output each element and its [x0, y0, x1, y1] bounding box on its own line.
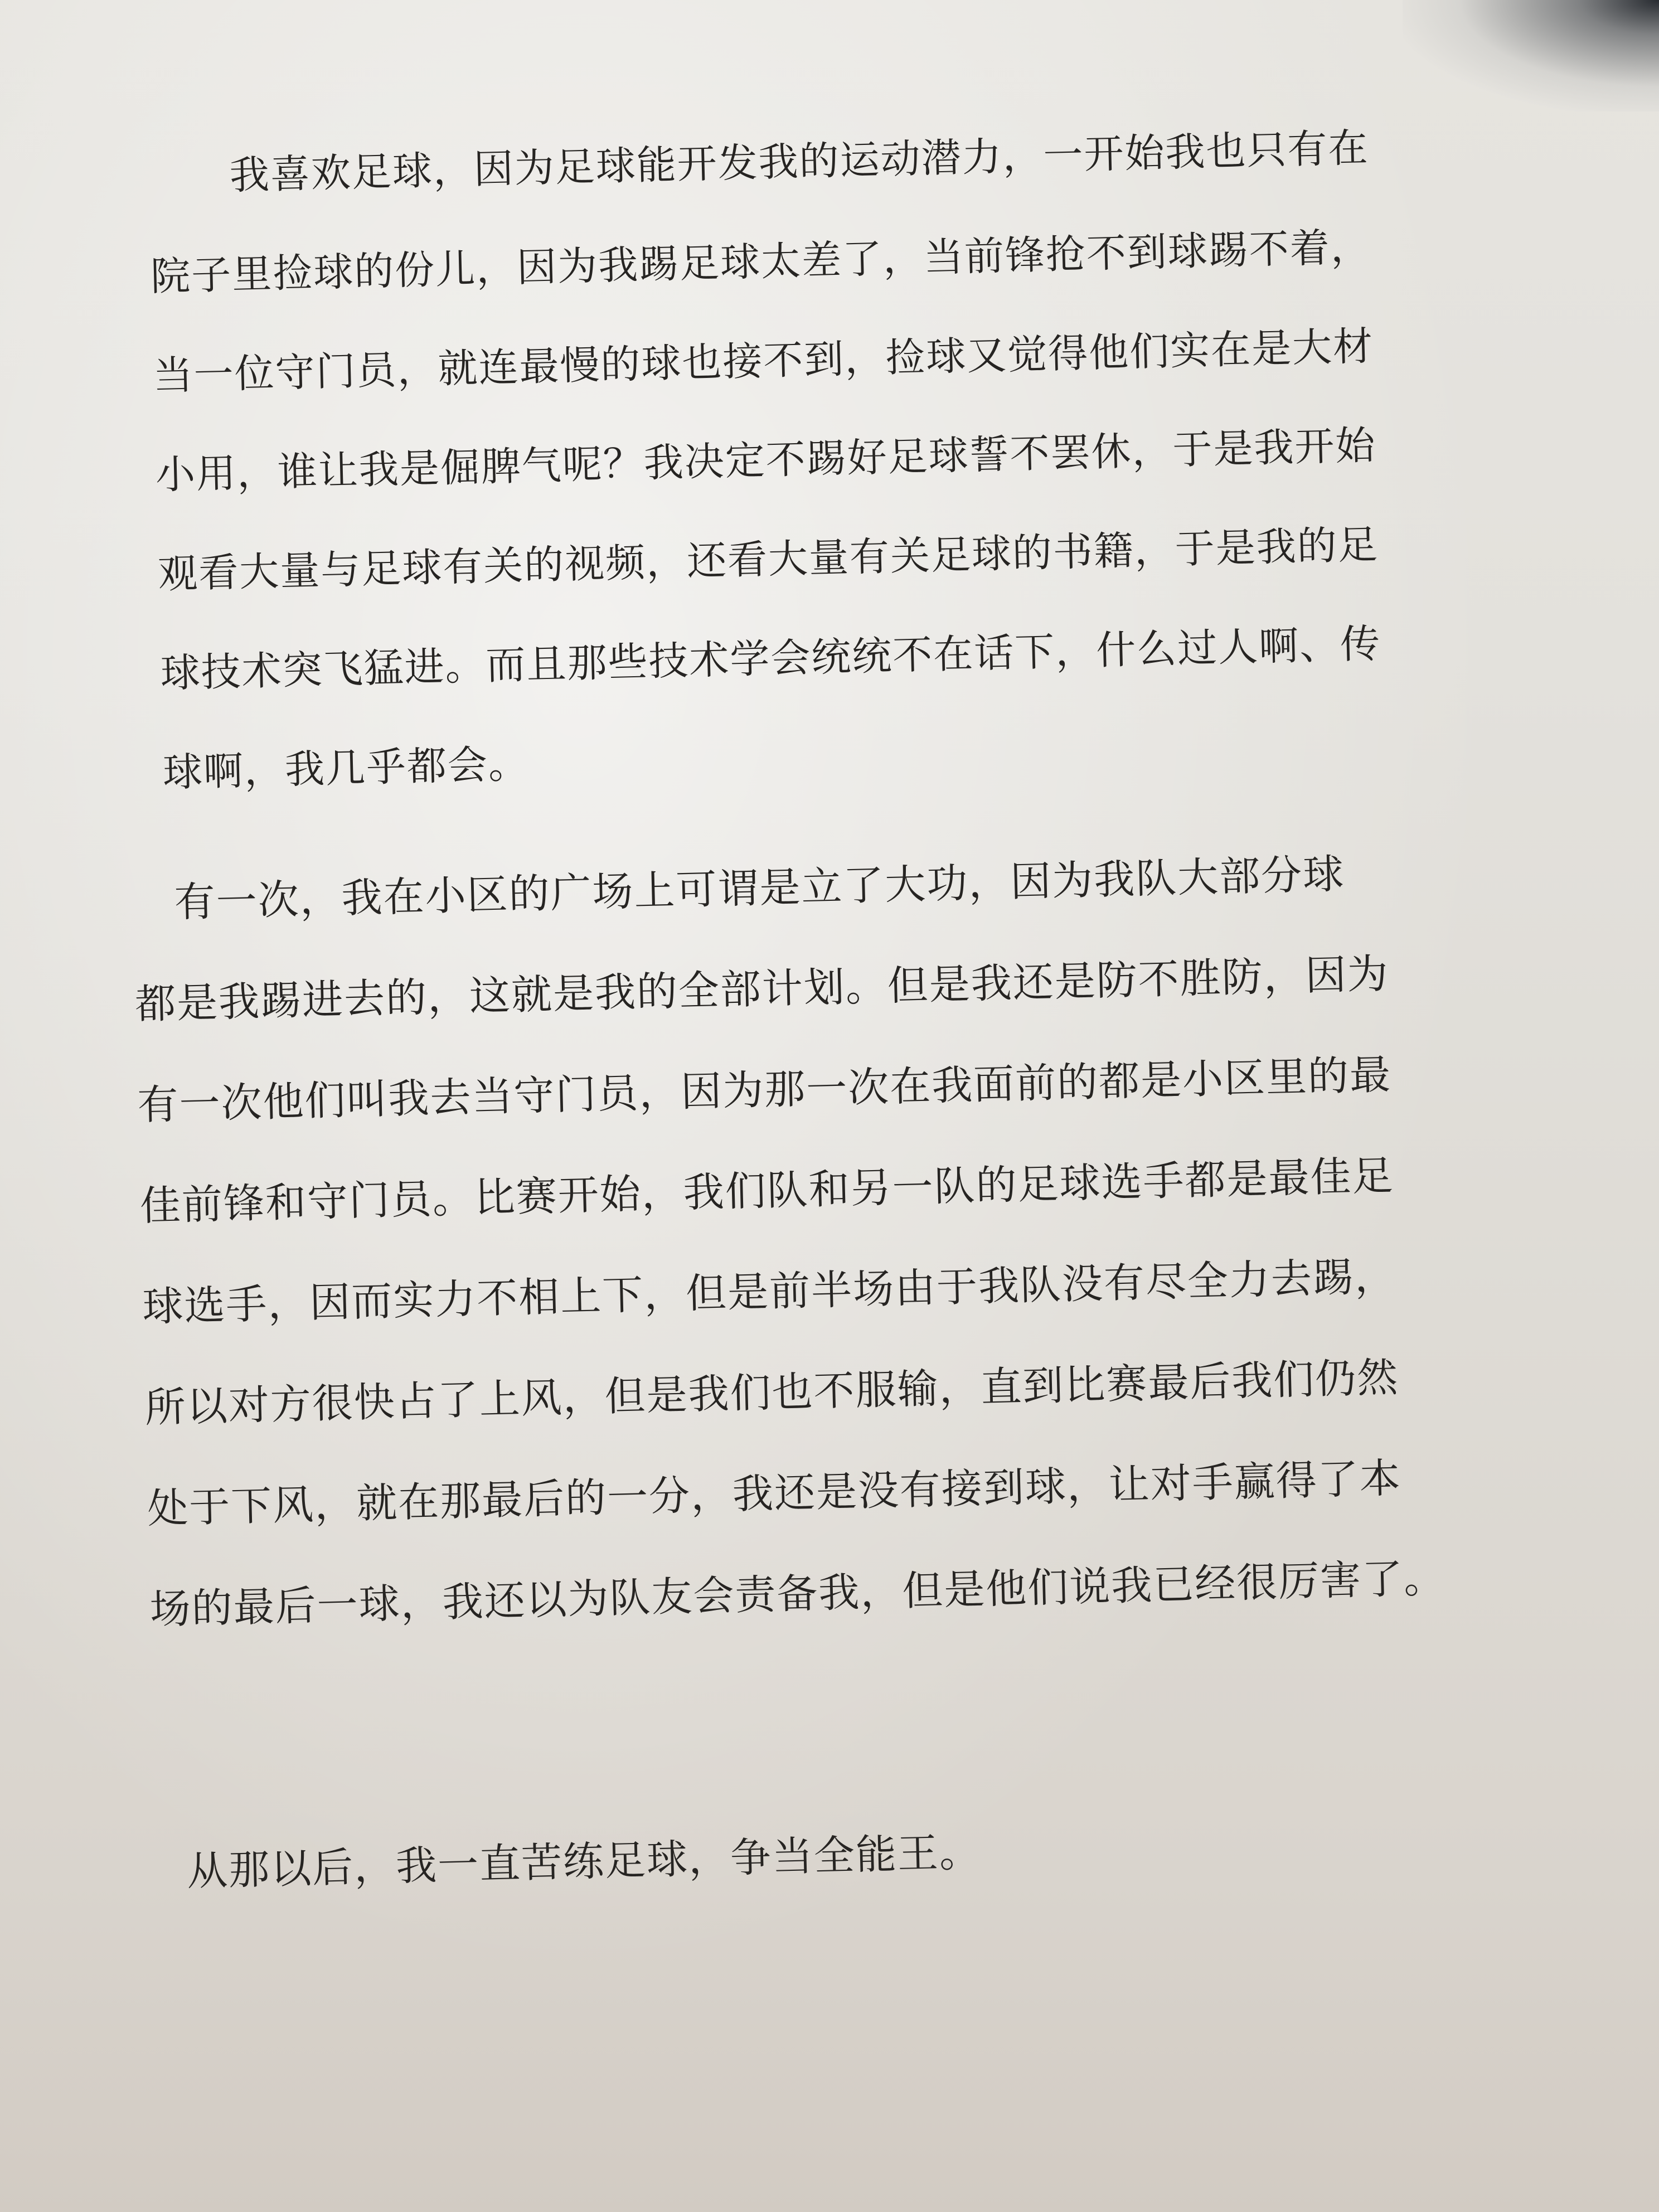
paragraph-line: 当一位守门员，就连最慢的球也接不到，捡球又觉得他们实在是大材 — [152, 323, 1375, 399]
paragraph-line: 球啊，我几乎都会。 — [162, 740, 530, 796]
paragraph-line: 所以对方很快占了上风，但是我们也不服输，直到比赛最后我们仍然 — [144, 1354, 1400, 1432]
paragraph-line: 小用，谁让我是倔脾气呢？我决定不踢好足球誓不罢休，于是我开始 — [155, 422, 1377, 498]
paragraph-line: 从那以后，我一直苦练足球，争当全能王。 — [186, 1828, 982, 1895]
paragraph-line: 有一次他们叫我去当守门员，因为那一次在我面前的都是小区里的最 — [137, 1051, 1393, 1129]
paragraph-line: 球技术突飞猛进。而且那些技术学会统统不在话下，什么过人啊、传 — [159, 620, 1382, 697]
paragraph-line: 观看大量与足球有关的视频，还看大量有关足球的书籍，于是我的足 — [157, 521, 1379, 598]
paragraph-line: 有一次，我在小区的广场上可谓是立了大功，因为我队大部分球 — [132, 850, 1346, 928]
paragraph-2 — [132, 820, 1522, 1661]
paragraph-line: 球选手，因而实力不相上下，但是前半场由于我队没有尽全力去踢， — [142, 1253, 1397, 1331]
paragraph-line: 处于下风，就在那最后的一分，我还是没有接到球，让对手赢得了本 — [147, 1454, 1402, 1533]
paragraph-1 — [147, 97, 1446, 823]
paragraph-line: 都是我踢进去的，这就是我的全部计划。但是我还是防不胜防，因为 — [134, 950, 1390, 1029]
paragraph-3 — [186, 1795, 1303, 1922]
paragraph-line: 我喜欢足球，因为足球能开发我的运动潜力，一开始我也只有在 — [147, 124, 1370, 201]
paragraph-line: 场的最后一球，我还以为队友会责备我，但是他们说我已经很厉害了。 — [149, 1554, 1447, 1634]
paragraph-line: 佳前锋和守门员。比赛开始，我们队和另一队的足球选手都是最佳足 — [139, 1152, 1395, 1230]
paragraph-line: 院子里捡球的份儿，因为我踢足球太差了，当前锋抢不到球踢不着， — [150, 224, 1372, 300]
